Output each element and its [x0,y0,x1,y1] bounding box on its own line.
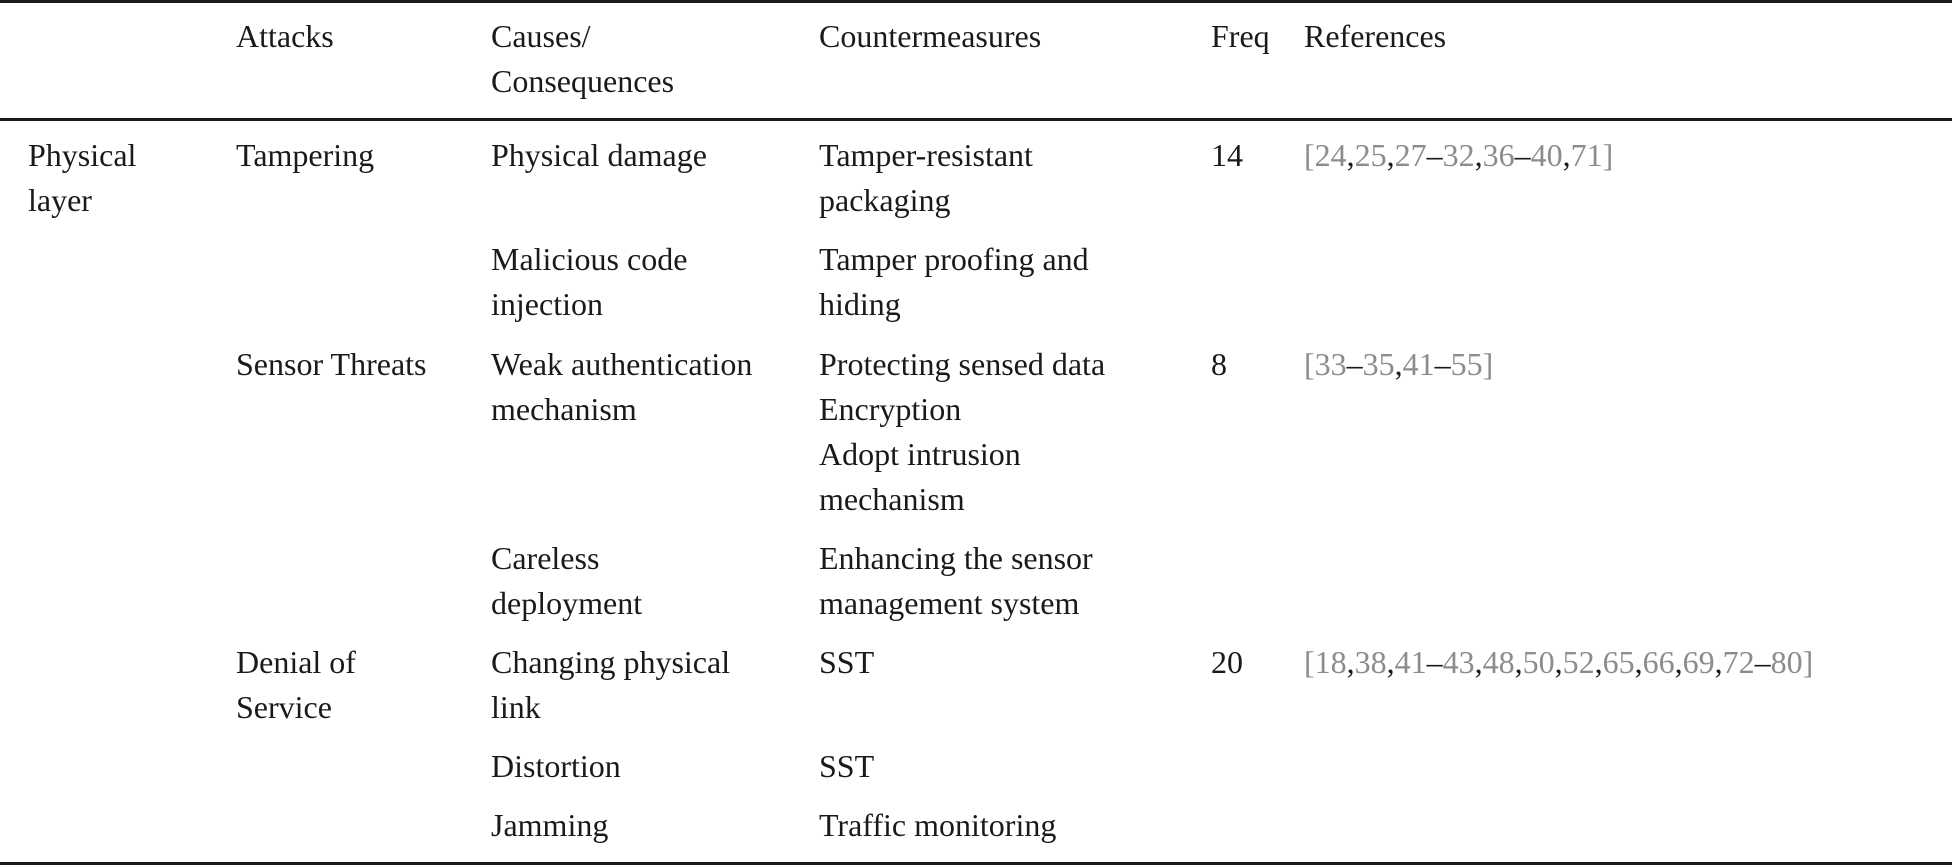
attack-tampering: Tampering [236,137,375,173]
header-bottom-rule [0,118,1952,121]
header-attacks: Attacks [236,18,334,54]
countermeasure-protecting-line4: mechanism [819,481,965,517]
countermeasure-protecting-line2: Encryption [819,391,962,427]
cause-jamming: Jamming [491,807,609,843]
countermeasure-tamper-resistant-line1: Tamper-resistant [819,137,1033,173]
countermeasure-tamper-resistant-line2: packaging [819,182,951,218]
cause-physical-damage: Physical damage [491,137,707,173]
references-tampering: [24,25,27–32,36–40,71] [1304,137,1614,173]
header-causes-line1: Causes/ [491,18,591,54]
countermeasure-traffic-monitoring: Traffic monitoring [819,807,1057,843]
header-causes-line2: Consequences [491,63,675,99]
cause-careless-line1: Careless [491,540,600,576]
layer-label-line1: Physical [28,137,137,173]
cause-malicious-code-line2: injection [491,286,603,322]
countermeasure-protecting-line3: Adopt intrusion [819,436,1021,472]
layer-label-line2: layer [28,182,92,218]
cause-distortion: Distortion [491,748,621,784]
freq-sensor: 8 [1211,346,1227,382]
countermeasure-enhancing-line2: management system [819,585,1080,621]
countermeasure-sst-2: SST [819,748,875,784]
cause-changing-link-line2: link [491,689,541,725]
cause-careless-line2: deployment [491,585,643,621]
attack-sensor-threats: Sensor Threats [236,346,427,382]
countermeasure-enhancing-line1: Enhancing the sensor [819,540,1093,576]
countermeasure-protecting-line1: Protecting sensed data [819,346,1106,382]
header-references: References [1304,18,1447,54]
cause-changing-link-line1: Changing physical [491,644,731,680]
table-bottom-rule [0,862,1952,865]
header-countermeasures: Countermeasures [819,18,1042,54]
countermeasure-tamper-proofing-line2: hiding [819,286,901,322]
cause-weak-auth-line2: mechanism [491,391,637,427]
countermeasure-sst-1: SST [819,644,875,680]
attack-dos-line1: Denial of [236,644,356,680]
freq-tampering: 14 [1211,137,1243,173]
references-sensor: [33–35,41–55] [1304,346,1494,382]
countermeasure-tamper-proofing-line1: Tamper proofing and [819,241,1089,277]
attack-dos-line2: Service [236,689,332,725]
table-top-rule [0,0,1952,3]
cause-weak-auth-line1: Weak authentication [491,346,753,382]
cause-malicious-code-line1: Malicious code [491,241,688,277]
references-dos: [18,38,41–43,48,50,52,65,66,69,72–80] [1304,644,1814,680]
freq-dos: 20 [1211,644,1243,680]
header-freq: Freq [1211,18,1270,54]
